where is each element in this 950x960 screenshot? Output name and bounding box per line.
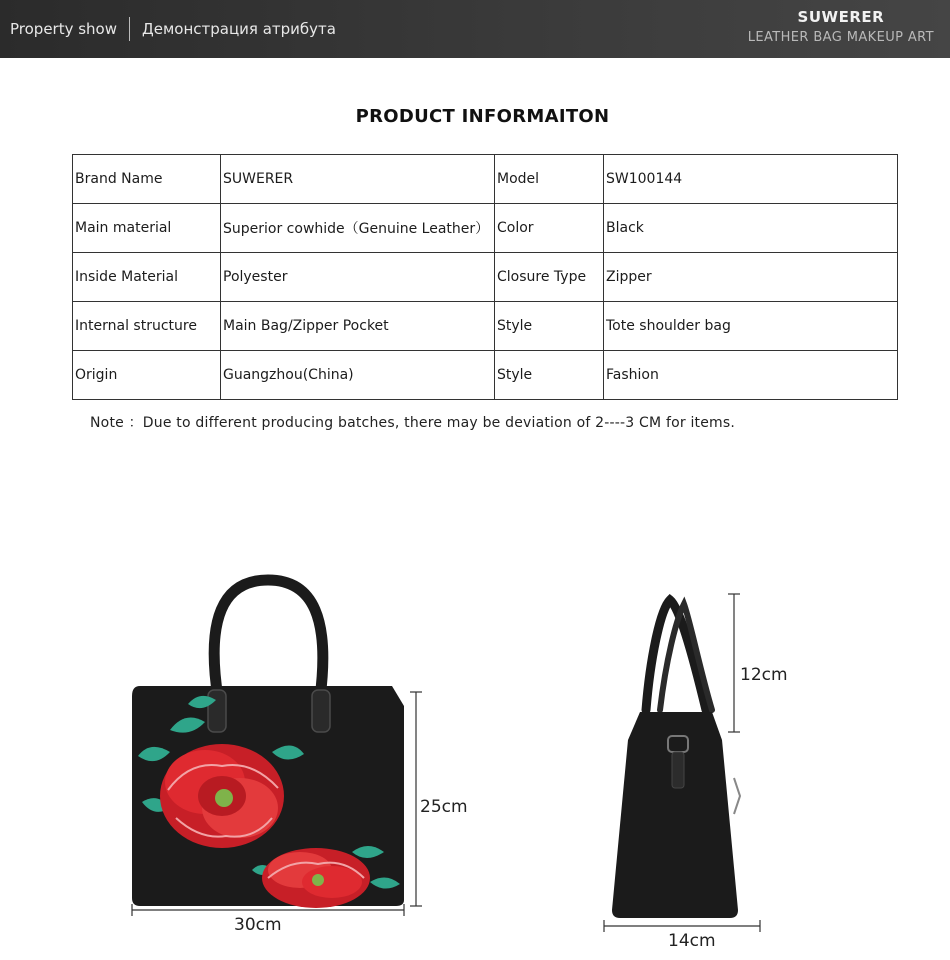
table-row	[73, 155, 898, 204]
side-depth-label: 14cm	[668, 931, 716, 951]
bag-handle-tab	[208, 690, 226, 732]
table-cell: Tote shoulder bag	[604, 302, 898, 351]
table-cell: Model	[495, 155, 604, 204]
banner-left	[10, 0, 336, 58]
table-cell: Guangzhou(China)	[221, 351, 495, 400]
brand-block	[748, 8, 934, 45]
table-cell: Closure Type	[495, 253, 604, 302]
bag-side-zipper	[734, 778, 740, 814]
table-row	[73, 351, 898, 400]
table-cell: Black	[604, 204, 898, 253]
table-cell: Inside Material	[73, 253, 221, 302]
header-banner	[0, 0, 950, 58]
table-cell: Superior cowhide（Genuine Leather）	[221, 204, 495, 253]
table-row	[73, 253, 898, 302]
table-cell: Color	[495, 204, 604, 253]
peony-large	[160, 744, 284, 848]
table-cell: Polyester	[221, 253, 495, 302]
table-cell: Style	[495, 302, 604, 351]
bag-front-view	[132, 580, 468, 935]
table-cell: Internal structure	[73, 302, 221, 351]
table-cell: Fashion	[604, 351, 898, 400]
table-cell: SUWERER	[221, 155, 495, 204]
side-handle-label: 12cm	[740, 665, 788, 685]
product-info-table	[72, 154, 898, 400]
banner-label-ru: Демонстрация атрибута	[142, 20, 336, 38]
banner-divider	[129, 17, 130, 41]
brand-logo-text: SUWERER	[797, 8, 885, 26]
table-cell: SW100144	[604, 155, 898, 204]
brand-tagline: LEATHER BAG MAKEUP ART	[747, 30, 934, 45]
bag-side-view	[604, 594, 788, 951]
table-cell: Style	[495, 351, 604, 400]
bag-front-handle	[214, 580, 323, 698]
table-cell: Zipper	[604, 253, 898, 302]
bag-side-strap	[672, 752, 684, 788]
product-info-body	[73, 155, 898, 400]
table-cell: Brand Name	[73, 155, 221, 204]
section-heading: PRODUCT INFORMAITON	[355, 106, 610, 127]
bag-handle-tab	[312, 690, 330, 732]
table-cell: Main material	[73, 204, 221, 253]
table-row	[73, 302, 898, 351]
table-row	[73, 204, 898, 253]
banner-label-en: Property show	[10, 20, 118, 38]
peony-small	[262, 848, 370, 908]
product-dimension-figure	[0, 560, 950, 960]
front-width-label: 30cm	[234, 915, 282, 935]
table-cell: Origin	[73, 351, 221, 400]
table-cell: Main Bag/Zipper Pocket	[221, 302, 495, 351]
side-handle-dimension	[728, 594, 740, 732]
size-note: Note ：Due to different producing batches, there may be deviation of 2----3 CM for items.	[90, 415, 736, 431]
front-height-label: 25cm	[420, 797, 468, 817]
bag-side-body	[612, 712, 738, 918]
